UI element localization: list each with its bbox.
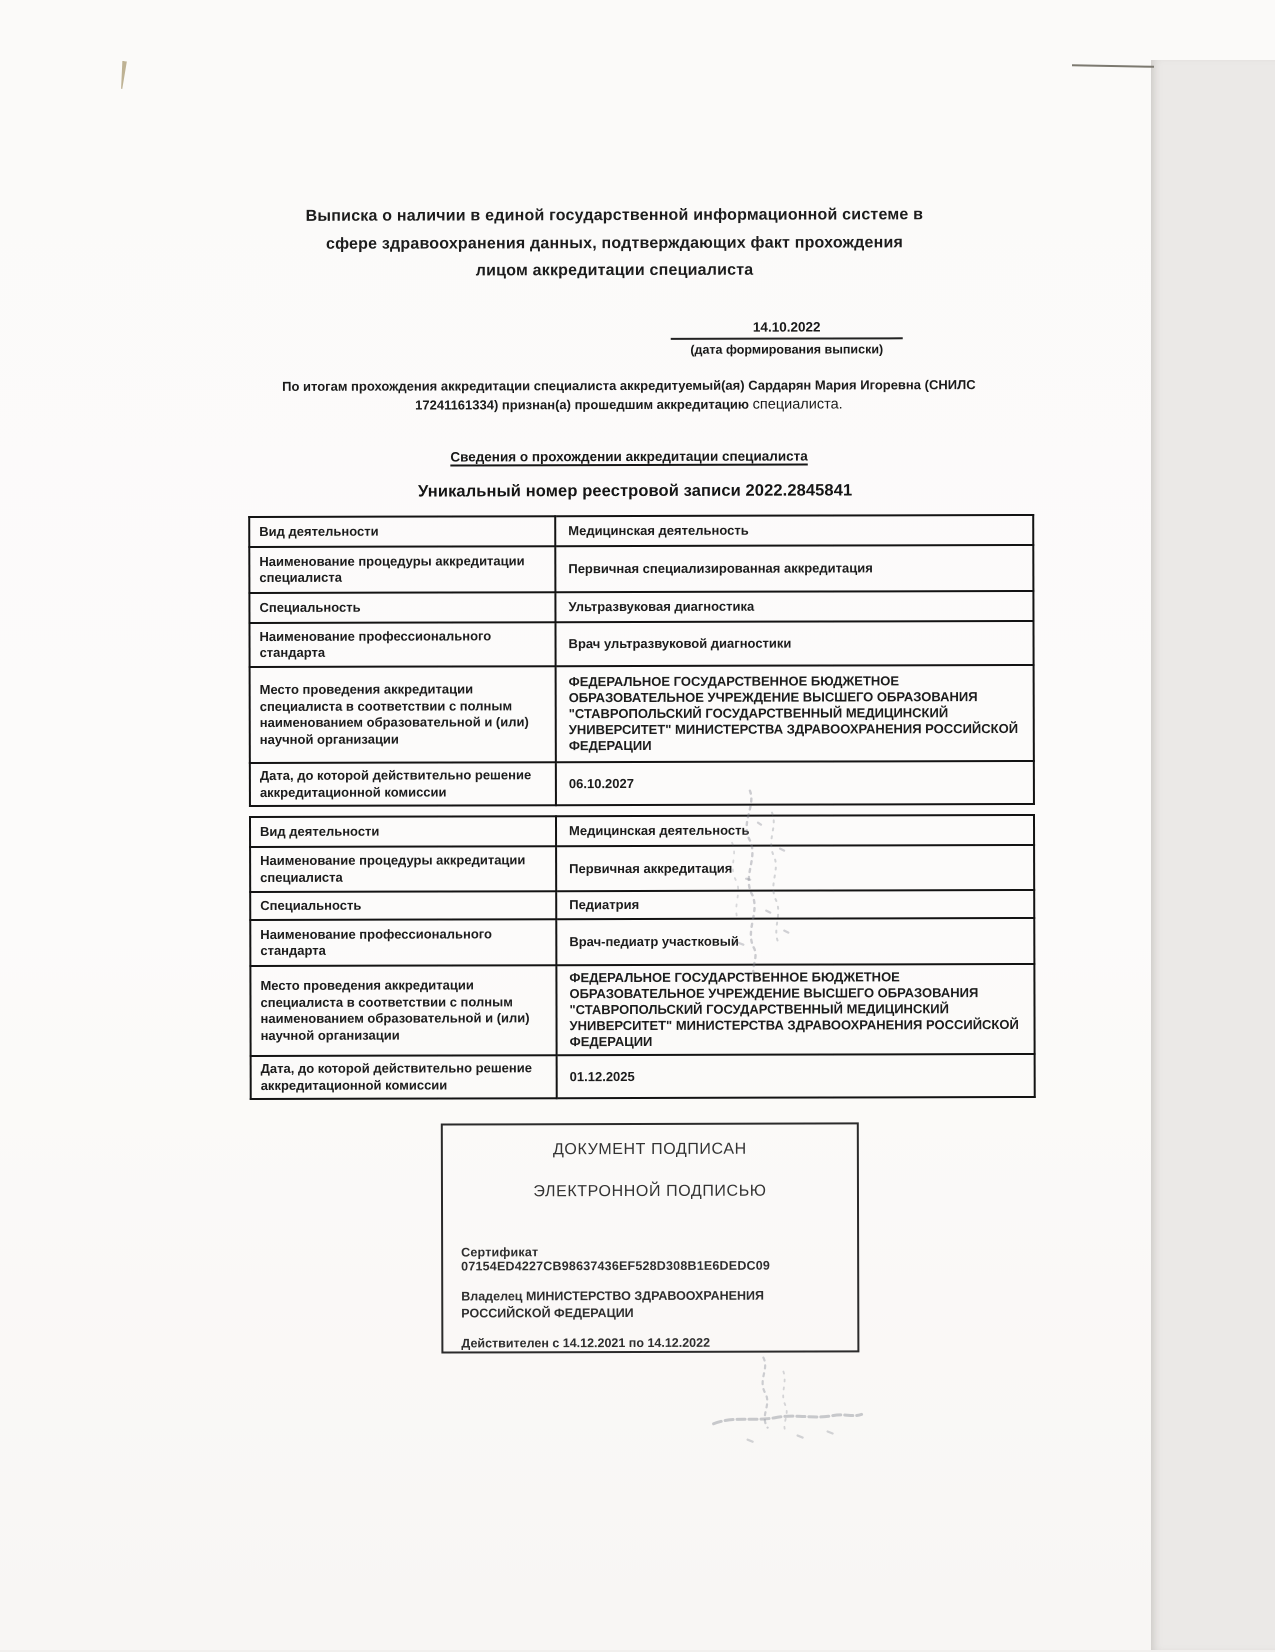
owner-label: Владелец (461, 1289, 523, 1304)
table-row (250, 890, 1034, 920)
section-heading: Сведения о прохождении аккредитации специалиста (450, 448, 808, 465)
handwritten-mark-lower (687, 1351, 877, 1451)
row-label: Специальность (250, 891, 556, 920)
signature-stamp-box (441, 1122, 860, 1353)
row-value: 06.10.2027 (556, 761, 1034, 805)
table-row (250, 845, 1034, 892)
row-value: ФЕДЕРАЛЬНОЕ ГОСУДАРСТВЕННОЕ БЮДЖЕТНОЕ ОБРАЗОВАТЕЛЬНОЕ УЧРЕЖДЕНИЕ ВЫСШЕГО ОБРАЗОВАНИЯ "СТАВРОПОЛЬСКИЙ ГОСУДАРСТВЕННЫЙ МЕДИЦИНСКИЙ УНИВЕРСИТЕТ" МИНИСТЕРСТВА ЗДРАВООХРАНЕНИЯ РОССИЙСКОЙ ФЕДЕРАЦИИ (556, 964, 1034, 1055)
owner-value: МИНИСТЕРСТВО ЗДРАВООХРАНЕНИЯ РОССИЙСКОЙ ФЕДЕРАЦИИ (461, 1288, 765, 1321)
row-value: Педиатрия (556, 890, 1034, 919)
intro-paragraph (249, 375, 1009, 416)
formation-date-block (671, 319, 903, 357)
table-row (249, 515, 1033, 547)
row-label: Вид деятельности (249, 516, 555, 547)
certificate-value: 07154ED4227CB98637436EF528D308B1E6DEDC09 (461, 1258, 771, 1274)
validity-line: Действителен с 14.12.2021 по 14.12.2022 (461, 1335, 711, 1351)
table-row (250, 918, 1034, 966)
table-row (249, 621, 1033, 667)
row-value: Медицинская деятельность (556, 815, 1034, 846)
row-value: Врач ультразвуковой диагностики (555, 621, 1033, 666)
row-label: Место проведения аккредитации специалиста в соответствии с полным наименованием образовательной и (или) научной организации (250, 666, 556, 763)
row-label: Специальность (249, 592, 555, 623)
row-value: Первичная аккредитация (556, 845, 1034, 891)
formation-date: 14.10.2022 (671, 319, 903, 340)
table-row (250, 815, 1034, 847)
row-value: ФЕДЕРАЛЬНОЕ ГОСУДАРСТВЕННОЕ БЮДЖЕТНОЕ ОБРАЗОВАТЕЛЬНОЕ УЧРЕЖДЕНИЕ ВЫСШЕГО ОБРАЗОВАНИЯ "СТАВРОПОЛЬСКИЙ ГОСУДАРСТВЕННЫЙ МЕДИЦИНСКИЙ УНИВЕРСИТЕТ" МИНИСТЕРСТВА ЗДРАВООХРАНЕНИЯ РОССИЙСКОЙ ФЕДЕРАЦИИ (556, 665, 1034, 762)
table-row (250, 964, 1034, 1056)
row-label: Наименование профессионального стандарта (249, 622, 555, 667)
row-label: Дата, до которой действительно решение аккредитационной комиссии (251, 1055, 557, 1099)
certificate-label: Сертификат (461, 1245, 539, 1260)
row-value: Ультразвуковая диагностика (555, 591, 1033, 622)
registry-number-heading: Уникальный номер реестровой записи 2022.2845841 (417, 481, 853, 501)
row-label: Наименование профессионального стандарта (250, 919, 556, 966)
row-value: Медицинская деятельность (555, 515, 1033, 546)
intro-main-text: По итогам прохождения аккредитации специалиста аккредитуемый(ая) Сардарян Мария Игоревна (СНИЛС 17241161334) признан(а) прошедшим аккредитацию (282, 377, 976, 413)
row-value: Врач-педиатр участковый (556, 918, 1034, 965)
document-title: Выписка о наличии в единой государственной информационной системе в сфере здравоохранения данных, подтверждающих факт прохождения лицом аккредитации специалиста (305, 206, 924, 280)
row-label: Место проведения аккредитации специалиста в соответствии с полным наименованием образовательной и (или) научной организации (250, 965, 556, 1056)
table-row (249, 545, 1033, 593)
row-label: Дата, до которой действительно решение аккредитационной комиссии (250, 762, 556, 806)
formation-date-caption: (дата формирования выписки) (690, 342, 884, 357)
table-row (250, 761, 1034, 806)
row-label: Наименование процедуры аккредитации специалиста (249, 546, 555, 593)
accreditation-table-second (249, 814, 1036, 1100)
table-row (250, 665, 1034, 763)
certificate-line (461, 1244, 841, 1273)
row-value: Первичная специализированная аккредитация (555, 545, 1033, 592)
table-row (251, 1054, 1035, 1099)
table-row (249, 591, 1033, 623)
accreditation-table-first (248, 514, 1035, 807)
row-label: Наименование процедуры аккредитации специалиста (250, 846, 556, 892)
signature-line-electronic: ЭЛЕКТРОННОЙ ПОДПИСЬЮ (533, 1182, 767, 1201)
signature-line-document-signed: ДОКУМЕНТ ПОДПИСАН (552, 1140, 747, 1159)
row-value: 01.12.2025 (557, 1054, 1035, 1098)
row-label: Вид деятельности (250, 816, 556, 847)
owner-line (461, 1287, 841, 1322)
intro-tail-text: специалиста. (752, 396, 843, 413)
